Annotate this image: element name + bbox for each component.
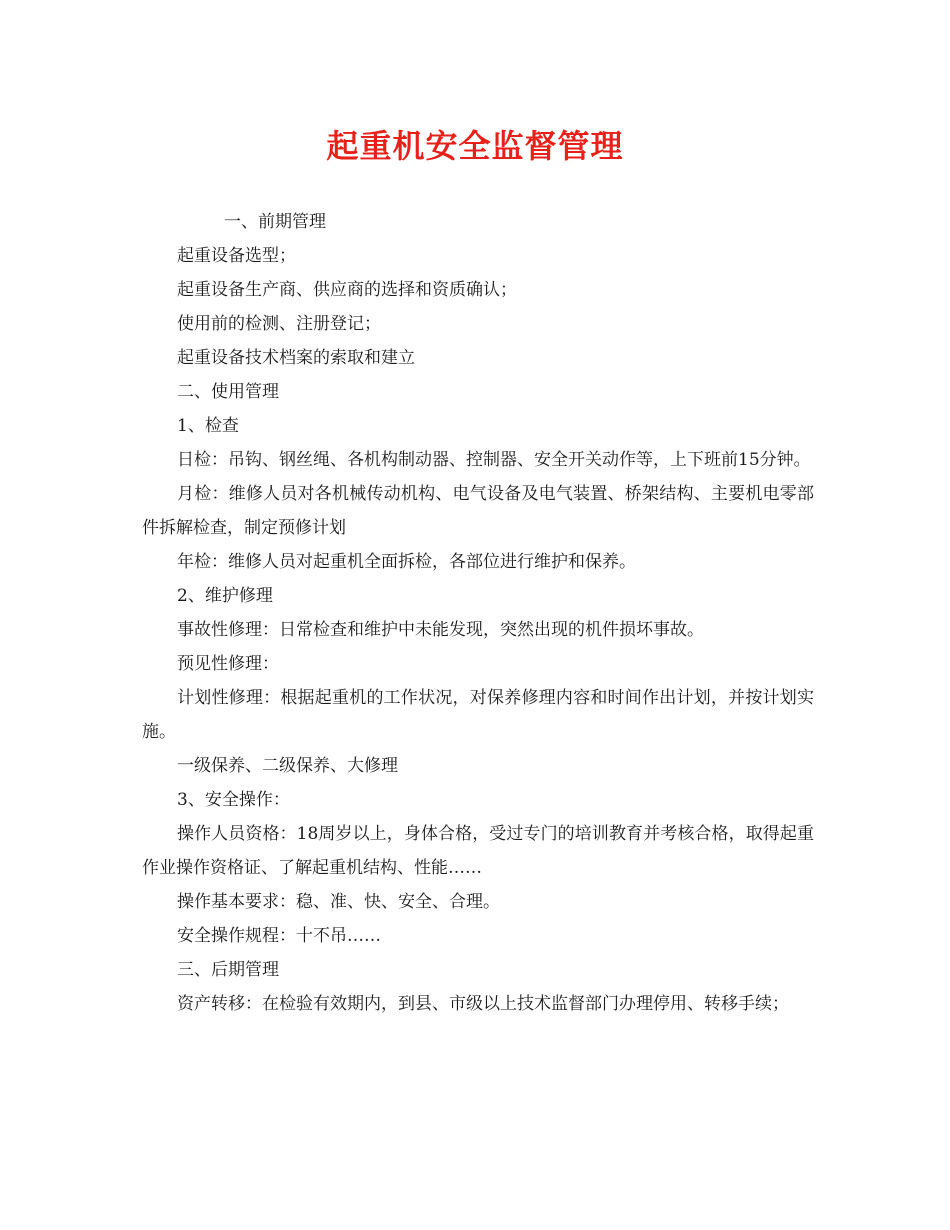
- paragraph: 操作基本要求：稳、准、快、安全、合理。: [177, 892, 500, 912]
- subsection-heading-inspection: 1、检查: [177, 416, 239, 436]
- page-title: 起重机安全监督管理: [326, 127, 624, 165]
- paragraph: 资产转移：在检验有效期内，到县、市级以上技术监督部门办理停用、转移手续；: [177, 994, 789, 1014]
- section-heading-post-management: 三、后期管理: [177, 960, 279, 980]
- paragraph: 计划性修理：根据起重机的工作状况，对保养修理内容和时间作出计划，并按计划实施。: [142, 688, 814, 742]
- paragraph: 起重设备选型；: [177, 246, 296, 266]
- subsection-heading-safe-operation: 3、安全操作：: [177, 790, 290, 810]
- paragraph: 预见性修理：: [177, 654, 279, 674]
- section-heading-usage-management: 二、使用管理: [177, 382, 279, 402]
- paragraph: 一级保养、二级保养、大修理: [177, 756, 398, 776]
- subsection-heading-maintenance: 2、维护修理: [177, 586, 273, 606]
- paragraph: 日检：吊钩、钢丝绳、各机构制动器、控制器、安全开关动作等，上下班前15分钟。: [177, 450, 811, 470]
- section-heading-pre-management: 一、前期管理: [224, 212, 326, 232]
- paragraph: 事故性修理：日常检查和维护中未能发现，突然出现的机件损坏事故。: [177, 620, 704, 640]
- paragraph: 年检：维修人员对起重机全面拆检，各部位进行维护和保养。: [177, 552, 636, 572]
- paragraph: 月检：维修人员对各机械传动机构、电气设备及电气装置、桥架结构、主要机电零部件拆解检查，制定预修计划: [142, 484, 814, 538]
- paragraph: 操作人员资格：18周岁以上，身体合格，受过专门的培训教育并考核合格，取得起重作业操作资格证、了解起重机结构、性能……: [142, 824, 814, 878]
- paragraph: 安全操作规程：十不吊……: [177, 926, 381, 946]
- document-body: [142, 205, 814, 1021]
- paragraph: 使用前的检测、注册登记；: [177, 314, 381, 334]
- paragraph: 起重设备技术档案的索取和建立: [177, 348, 415, 368]
- paragraph: 起重设备生产商、供应商的选择和资质确认；: [177, 280, 517, 300]
